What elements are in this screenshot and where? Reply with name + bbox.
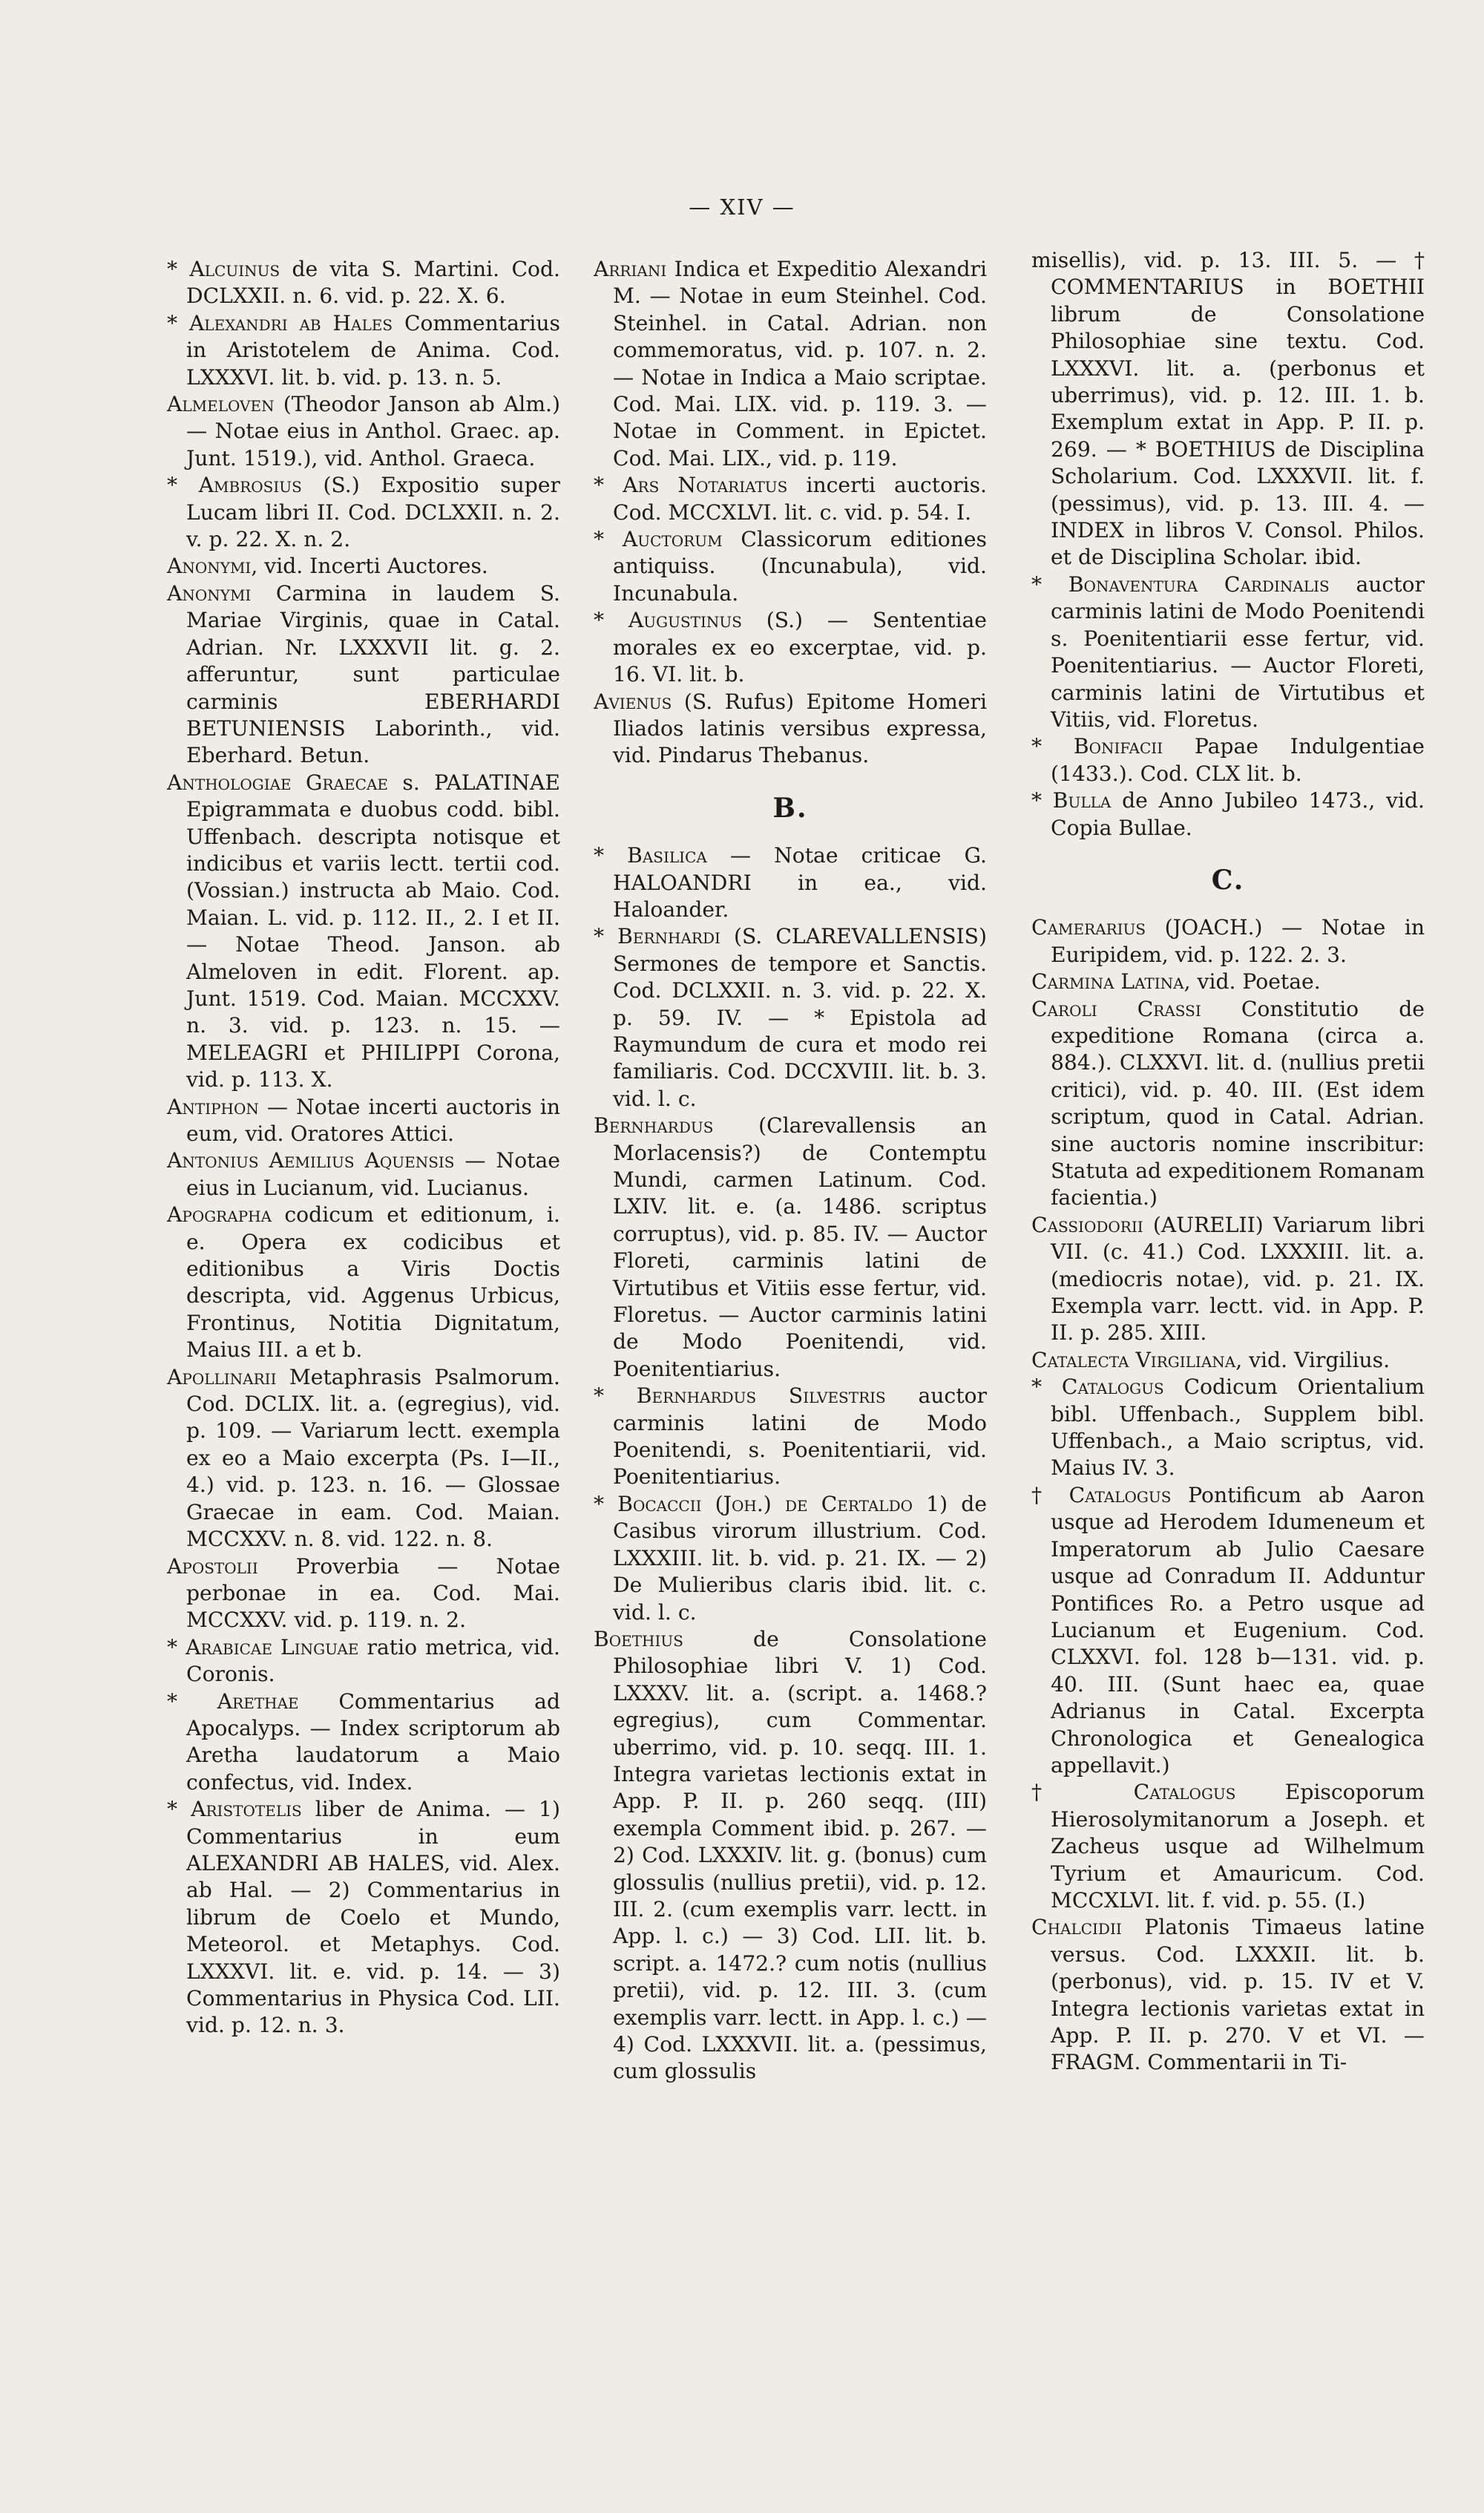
entry-text: liber de Anima. — 1) Commentarius in eum ALEXANDRI AB HALES, vid. Alex. ab Hal. — 2) Commentarius in librum de Coelo et Mundo, Meteorol. et Metaphys. Cod. LXXXVI. lit. e. vid. p. 14. — 3) Commentarius in Physica Cod. LII. vid. p. 12. n. 3. [186, 1797, 560, 2038]
index-entry [1031, 1347, 1425, 1374]
entry-text: — Notae eius in Lucianum, vid. Lucianus. [186, 1148, 560, 1200]
entry-headword: Avienus [594, 689, 672, 714]
index-entry [167, 1796, 560, 2039]
entry-text: Commentarius ad Apocalyps. — Index scriptorum ab Aretha laudatorum a Maio confectus, vid. Index. [186, 1688, 560, 1795]
entry-headword: Carmina Latina [1031, 969, 1184, 995]
entry-headword: Camerarius [1031, 915, 1146, 940]
entry-text: , vid. Virgilius. [1235, 1347, 1391, 1372]
entry-headword: Apostolii [167, 1553, 258, 1579]
entry-headword: Boethius [594, 1626, 683, 1651]
index-entry [167, 472, 560, 553]
entry-headword: Antiphon [167, 1094, 259, 1119]
entry-headword: * Aristotelis [167, 1797, 302, 1822]
entry-list [1031, 247, 1425, 842]
index-entry [594, 472, 987, 526]
entry-text: ratio metrica, vid. Coronis. [186, 1634, 560, 1687]
entry-list [167, 256, 560, 2039]
entry-text: Pontificum ab Aaron usque ad Herodem Idumeneum et Imperatorum ab Julio Caesare usque ad Conradum II. Adduntur Pontifices Ro. a Petro usque ad Lucianum et Eugenium. Cod. CLXXVI. fol. 128 b—131. vid. p. 40. III. (Sunt haec ea, quae Adrianus in Catal. Excerpta Chronologica et Genealogica appellavit.) [1051, 1482, 1425, 1778]
index-entry [594, 842, 987, 923]
entry-headword: † Catalogus [1031, 1482, 1172, 1507]
index-entry [1031, 1212, 1425, 1347]
index-entry [1031, 733, 1425, 787]
index-entry [594, 689, 987, 770]
entry-list [594, 256, 987, 770]
entry-text: incerti auctoris. Cod. MCCXLVI. lit. c. vid. p. 54. I. [613, 473, 987, 525]
entry-headword: Apollinarii [167, 1364, 277, 1389]
index-entry [594, 526, 987, 607]
index-entry [167, 1364, 560, 1553]
entry-headword: * Ambrosius [167, 473, 302, 498]
index-entry [594, 1383, 987, 1491]
entry-headword: Anthologiae Graecae [167, 770, 388, 795]
index-entry [1031, 247, 1425, 571]
index-entry [1031, 1482, 1425, 1779]
entry-headword: * Alexandri ab Hales [167, 310, 393, 335]
entry-headword: * Bernhardi [594, 924, 720, 949]
entry-text: Commentarius in Aristotelem de Anima. Cod. LXXXVI. lit. b. vid. p. 13. n. 5. [186, 310, 561, 390]
entry-text: Proverbia — Notae perbonae in ea. Cod. Mai. MCCXXV. vid. p. 119. n. 2. [186, 1553, 560, 1633]
section-heading-c: C. [1211, 864, 1245, 896]
entry-headword: * Ars Notariatus [594, 473, 788, 498]
index-entry [1031, 787, 1425, 842]
entry-headword: * Bonifacii [1031, 734, 1163, 759]
entry-text: (Clarevallensis an Morlacensis?) de Contemptu Mundi, carmen Latinum. Cod. LXIV. lit. e. (a. 1486. scriptus corruptus), vid. p. 85. IV. — Auctor Floreti, carminis latini de Virtutibus et Vitiis esse fertur, vid. Floretus. — Auctor carminis latini de Modo Poenitendi, vid. Poenitentiarius. [613, 1113, 987, 1381]
index-entry [167, 1688, 560, 1797]
entry-text: (S. Rufus) Epitome Homeri Iliados latinis versibus expressa, vid. Pindarus Thebanus. [613, 689, 987, 768]
index-entry [594, 1491, 987, 1626]
entry-text: (S.) Expositio super Lucam libri II. Cod. DCLXXII. n. 2. v. p. 22. X. n. 2. [186, 473, 560, 552]
index-entry [167, 1634, 560, 1688]
index-entry [167, 1553, 560, 1634]
entry-text: , vid. Incerti Auctores. [251, 554, 488, 579]
index-entry [594, 1626, 987, 2086]
entry-text: Metaphrasis Psalmorum. Cod. DCLIX. lit. a. (egregius), vid. p. 109. — Variarum lectt. exempla ex eo a Maio excerpta (Ps. I—II., 4.) vid. p. 123. n. 16. — Glossae Graecae in eam. Cod. Maian. MCCXXV. n. 8. vid. 122. n. 8. [186, 1364, 560, 1552]
entry-text: (AURELII) Variarum libri VII. (c. 41.) Cod. LXXXIII. lit. a. (mediocris notae), vid. p. 21. IX. Exempla varr. lectt. vid. in App. P. II. p. 285. XIII. [1051, 1212, 1425, 1346]
index-entry [1031, 571, 1425, 733]
index-entry [167, 256, 560, 310]
entry-text: Papae Indulgentiae (1433.). Cod. CLX lit. b. [1051, 734, 1425, 786]
column-1 [167, 256, 560, 2039]
index-entry [594, 256, 987, 472]
entry-headword: Antonius Aemilius Aquensis [167, 1148, 455, 1173]
index-entry [167, 391, 560, 472]
entry-headword: Apographa [167, 1202, 272, 1228]
column-3 [1031, 247, 1425, 2077]
index-entry [1031, 1779, 1425, 1914]
entry-headword: Caroli Crassi [1031, 996, 1201, 1021]
index-entry [167, 1094, 560, 1148]
entry-text: auctor carminis latini de Modo Poenitendi s. Poenitentiarii esse fertur, vid. Poenitentiarius. — Auctor Floreti, carminis latini de Virtutibus et Vitiis, vid. Floretus. [1051, 571, 1425, 732]
index-entry [167, 553, 560, 580]
index-entry [594, 607, 987, 688]
column-2 [594, 256, 987, 2086]
entry-text: , vid. Poetae. [1183, 969, 1321, 995]
entry-text: (S. CLAREVALLENSIS) Sermones de tempore et Sanctis. Cod. DCLXXII. n. 3. vid. p. 22. X. p. 59. IV. — * Epistola ad Raymundum de cura et modo rei familiaris. Cod. DCCXVIII. lit. b. 3. vid. l. c. [613, 924, 987, 1111]
index-entry [1031, 1914, 1425, 2076]
index-entry [167, 770, 560, 1094]
entry-text: codicum et editionum, i. e. Opera ex codicibus et editionibus a Viris Doctis descripta, vid. Aggenus Urbicus, Frontinus, Notitia Dignitatum, Maius III. a et b. [186, 1202, 560, 1363]
index-entry [167, 1147, 560, 1202]
entry-text: — Notae criticae G. HALOANDRI in ea., vid. Haloander. [613, 843, 987, 922]
entry-headword: * Catalogus [1031, 1375, 1164, 1400]
entry-text: Constitutio de expeditione Romana (circa a. 884.). CLXXVI. lit. d. (nullius pretii critici), vid. p. 40. III. (Est idem scriptum, quod in Catal. Adrian. sine auctoris nomine inscribitur: Statuta ad expeditionem Romanam facientia.) [1051, 996, 1425, 1210]
entry-headword: Anonymi [167, 580, 252, 606]
entry-headword: * Bonaventura Cardinalis [1031, 571, 1330, 597]
index-entry [1031, 996, 1425, 1212]
page-number: — XIV — [689, 194, 795, 220]
entry-headword: * Arabicae Linguae [167, 1634, 359, 1660]
index-entry [167, 580, 560, 770]
entry-text: s. PALATINAE Epigrammata e duobus codd. bibl. Uffenbach. descripta notisque et indicibus et variis lectt. tertii cod. (Vossian.) instructa ab Maio. Cod. Maian. L. vid. p. 112. II., 2. I et II. — Notae Theod. Janson. ab Almeloven in edit. Florent. ap. Junt. 1519. Cod. Maian. MCCXXV. n. 3. vid. p. 123. n. 15. — MELEAGRI et PHILIPPI Corona, vid. p. 113. X. [186, 770, 560, 1092]
index-entry [1031, 969, 1425, 995]
entry-headword: * Bocaccii (Joh.) de Certaldo [594, 1491, 913, 1516]
entry-text: Codicum Orientalium bibl. Uffenbach., Supplem bibl. Uffenbach., a Maio scriptus, vid. Maius IV. 3. [1051, 1375, 1425, 1481]
entry-list [1031, 914, 1425, 2076]
entry-text: de Consolatione Philosophiae libri V. 1) Cod. LXXXV. lit. a. (script. a. 1468.? egregius), cum Commentar. uberrimo, vid. p. 10. seqq. III. 1. Integra varietas lectionis extat in App. P. II. p. 260 seqq. (III) exempla Comment ibid. p. 267. — 2) Cod. LXXXIV. lit. g. (bonus) cum glossulis (nullius pretii), vid. p. 12. III. 2. (cum exemplis varr. lectt. in App. l. c.) — 3) Cod. LII. lit. b. script. a. 1472.? cum notis (nullius pretii), vid. p. 12. III. 3. (cum exemplis varr. lectt. in App. l. c.) — 4) Cod. LXXXVII. lit. a. (pessimus, cum glossulis [613, 1626, 987, 2084]
entry-headword: * Augustinus [594, 608, 742, 633]
entry-text: Classicorum editiones antiquiss. (Incunabula), vid. Incunabula. [613, 527, 987, 606]
entry-text: (Theodor Janson ab Alm.) — Notae eius in Anthol. Graec. ap. Junt. 1519.), vid. Anthol. Graeca. [186, 392, 560, 471]
entry-headword: * Alcuinus [167, 257, 280, 281]
entry-text: misellis), vid. p. 13. III. 5. — † COMMENTARIUS in BOETHII librum de Consolatione Philosophiae sine textu. Cod. LXXXVI. lit. a. (perbonus et uberrimus), vid. p. 12. III. 1. b. Exemplum extat in App. P. II. p. 269. — * BOETHIUS de Disciplina Scholarium. Cod. LXXXVII. lit. f. (pessimus), vid. p. 13. III. 4. — INDEX in libros V. Consol. Philos. et de Disciplina Scholar. ibid. [1031, 248, 1425, 570]
entry-headword: Chalcidii [1031, 1915, 1122, 1940]
entry-text: auctor carminis latini de Modo Poenitendi, s. Poenitentiarii, vid. Poenitentiarius. [613, 1383, 987, 1490]
index-entry [1031, 914, 1425, 969]
entry-headword: Catalecta Virgiliana [1031, 1347, 1236, 1372]
entry-headword: Arriani [594, 257, 667, 281]
index-entry [167, 1202, 560, 1363]
entry-text: Episcoporum Hierosolymitanorum a Joseph. et Zacheus usque ad Wilhelmum Tyrium et Amauricum. Cod. MCCXLVI. lit. f. vid. p. 55. (I.) [1051, 1780, 1425, 1913]
entry-headword: * Auctorum [594, 527, 723, 552]
entry-text: de Anno Jubileo 1473., vid. Copia Bullae. [1051, 788, 1425, 840]
index-entry [594, 1113, 987, 1383]
section-heading-b: B. [772, 792, 808, 824]
entry-headword: * Arethae [167, 1688, 299, 1714]
index-entry [594, 923, 987, 1113]
entry-text: (JOACH.) — Notae in Euripidem, vid. p. 122. 2. 3. [1051, 915, 1425, 967]
index-entry [1031, 1374, 1425, 1482]
entry-headword: * Bernhardus Silvestris [594, 1383, 886, 1409]
entry-headword: Bernhardus [594, 1113, 714, 1138]
entry-text: Indica et Expeditio Alexandri M. — Notae in eum Steinhel. Cod. Steinhel. in Catal. Adrian. non commemoratus, vid. p. 107. n. 2. — Notae in Indica a Maio scriptae. Cod. Mai. LIX. vid. p. 119. 3. — Notae in Comment. in Epictet. Cod. Mai. LIX., vid. p. 119. [613, 257, 987, 471]
entry-text: de vita S. Martini. Cod. DCLXXII. n. 6. vid. p. 22. X. 6. [186, 257, 560, 309]
entry-headword: Anonymi [167, 554, 252, 579]
index-entry [167, 310, 560, 391]
entry-headword: Almeloven [167, 392, 275, 417]
entry-headword: Cassiodorii [1031, 1212, 1143, 1237]
entry-text: Carmina in laudem S. Mariae Virginis, quae in Catal. Adrian. Nr. LXXXVII lit. g. 2. afferuntur, sunt particulae carminis EBERHARDI BETUNIENSIS Laborinth., vid. Eberhard. Betun. [186, 580, 560, 768]
entry-text: 1) de Casibus virorum illustrium. Cod. LXXXIII. lit. b. vid. p. 21. IX. — 2) De Mulieribus claris ibid. lit. c. vid. l. c. [613, 1491, 987, 1625]
entry-headword: * Bulla [1031, 788, 1112, 813]
entry-headword: * Basilica [594, 843, 707, 868]
entry-headword: † Catalogus [1031, 1780, 1236, 1805]
entry-text: Platonis Timaeus latine versus. Cod. LXXXII. lit. b. (perbonus), vid. p. 15. IV et V. Integra lectionis varietas extat in App. P. II. p. 270. V et VI. — FRAGM. Commentarii in Ti- [1051, 1915, 1425, 2075]
entry-list [594, 842, 987, 2086]
entry-text: — Notae incerti auctoris in eum, vid. Oratores Attici. [186, 1094, 560, 1146]
entry-text: (S.) — Sententiae morales ex eo excerptae, vid. p. 16. VI. lit. b. [613, 608, 987, 687]
